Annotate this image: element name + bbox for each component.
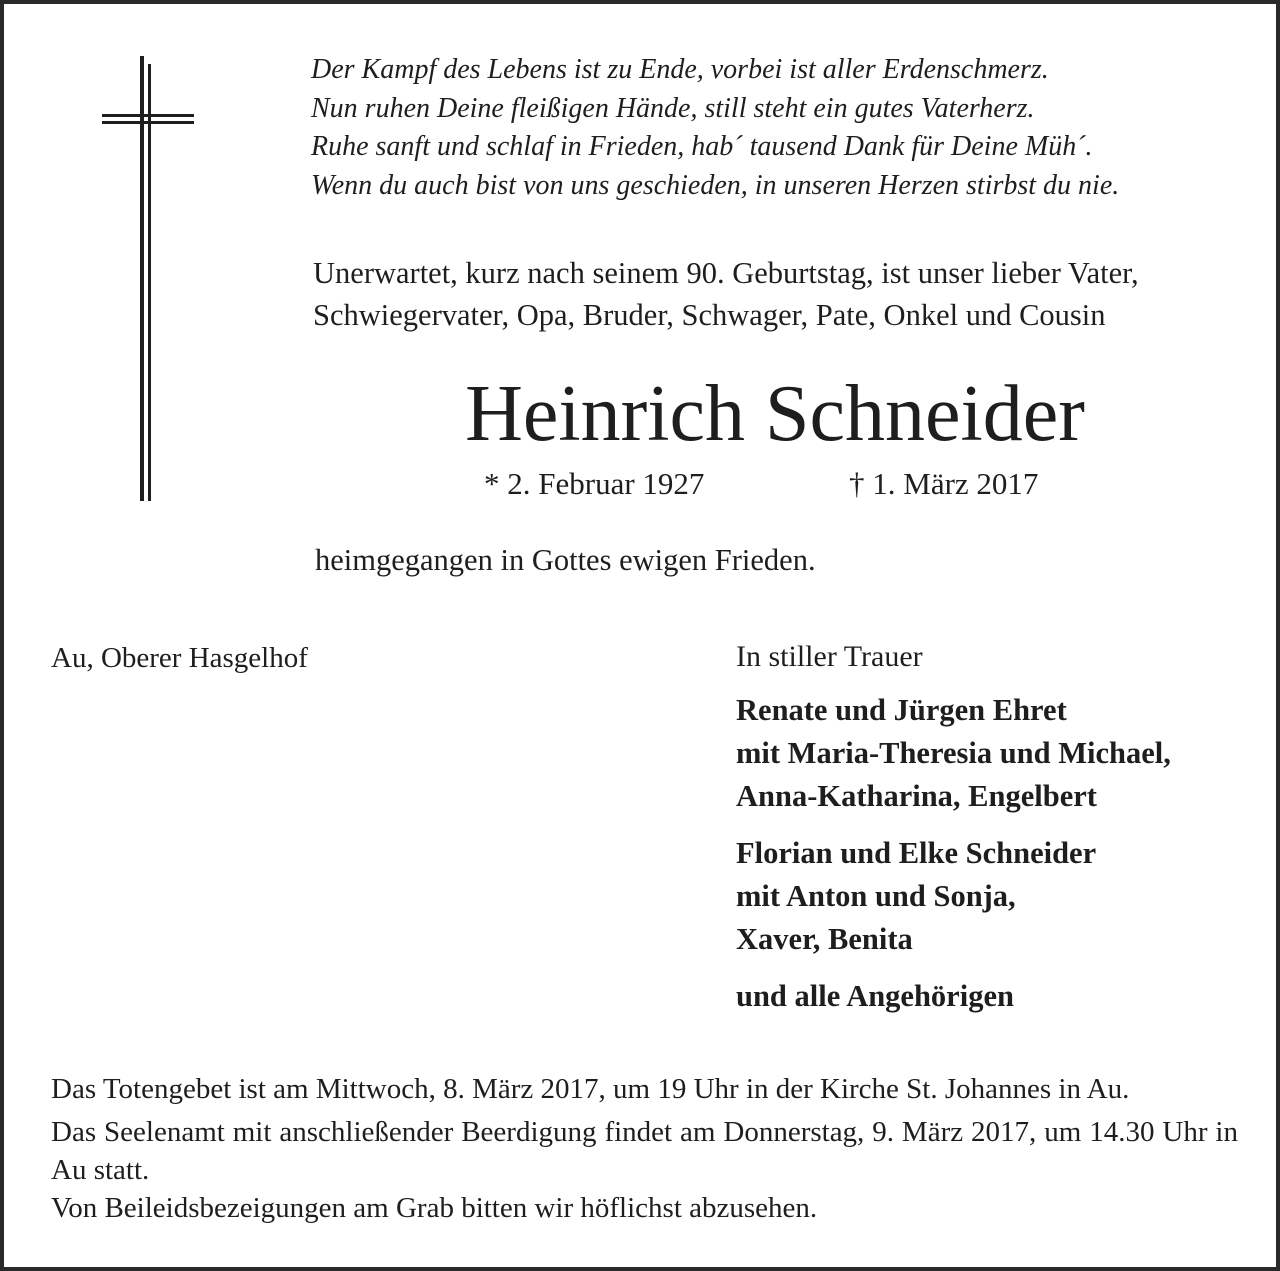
deceased-name: Heinrich Schneider [465, 370, 1085, 458]
poem-line: Wenn du auch bist von uns geschieden, in unseren Herzen stirbst du nie. [311, 169, 1120, 201]
mourner-line: und alle Angehörigen [736, 979, 1014, 1013]
intro-text [313, 252, 1253, 336]
service-line: Das Seelenamt mit anschließender Beerdigung findet am Donnerstag, 9. März 2017, um 14.30 Uhr in Au statt. [51, 1116, 1238, 1186]
closing-text: heimgegangen in Gottes ewigen Frieden. [315, 543, 816, 577]
poem [311, 51, 1261, 205]
service-line: Das Totengebet ist am Mittwoch, 8. März 2017, um 19 Uhr in der Kirche St. Johannes in Au. [51, 1073, 1130, 1105]
mourners [736, 637, 1256, 1032]
poem-line: Ruhe sanft und schlaf in Frieden, hab´ tausend Dank für Deine Müh´. [311, 131, 1093, 162]
mourner-line: Anna-Katharina, Engelbert [736, 779, 1097, 813]
mourner-group [736, 832, 1256, 961]
intro-line: Schwiegervater, Opa, Bruder, Schwager, Pate, Onkel und Cousin [313, 298, 1106, 332]
mourner-group [736, 689, 1256, 818]
mourner-group [736, 975, 1256, 1018]
service-info [51, 1070, 1238, 1227]
birth-date: * 2. Februar 1927 [484, 466, 705, 501]
mourner-line: mit Maria-Theresia und Michael, [736, 736, 1171, 770]
mourner-line: Xaver, Benita [736, 922, 913, 956]
mourner-line: mit Anton und Sonja, [736, 879, 1016, 913]
mourner-line: Florian und Elke Schneider [736, 836, 1097, 870]
service-line: Von Beileidsbezeigungen am Grab bitten wir höflichst abzusehen. [51, 1192, 818, 1224]
poem-line: Nun ruhen Deine fleißigen Hände, still steht ein gutes Vaterherz. [311, 92, 1035, 124]
death-date: † 1. März 2017 [849, 466, 1039, 501]
mourner-line: Renate und Jürgen Ehret [736, 693, 1067, 727]
place-name: Au, Oberer Hasgelhof [51, 642, 308, 674]
poem-line: Der Kampf des Lebens ist zu Ende, vorbei ist aller Erdenschmerz. [311, 54, 1049, 85]
mourning-lead: In stiller Trauer [736, 640, 923, 673]
intro-line: Unerwartet, kurz nach seinem 90. Geburtstag, ist unser lieber Vater, [313, 256, 1139, 290]
